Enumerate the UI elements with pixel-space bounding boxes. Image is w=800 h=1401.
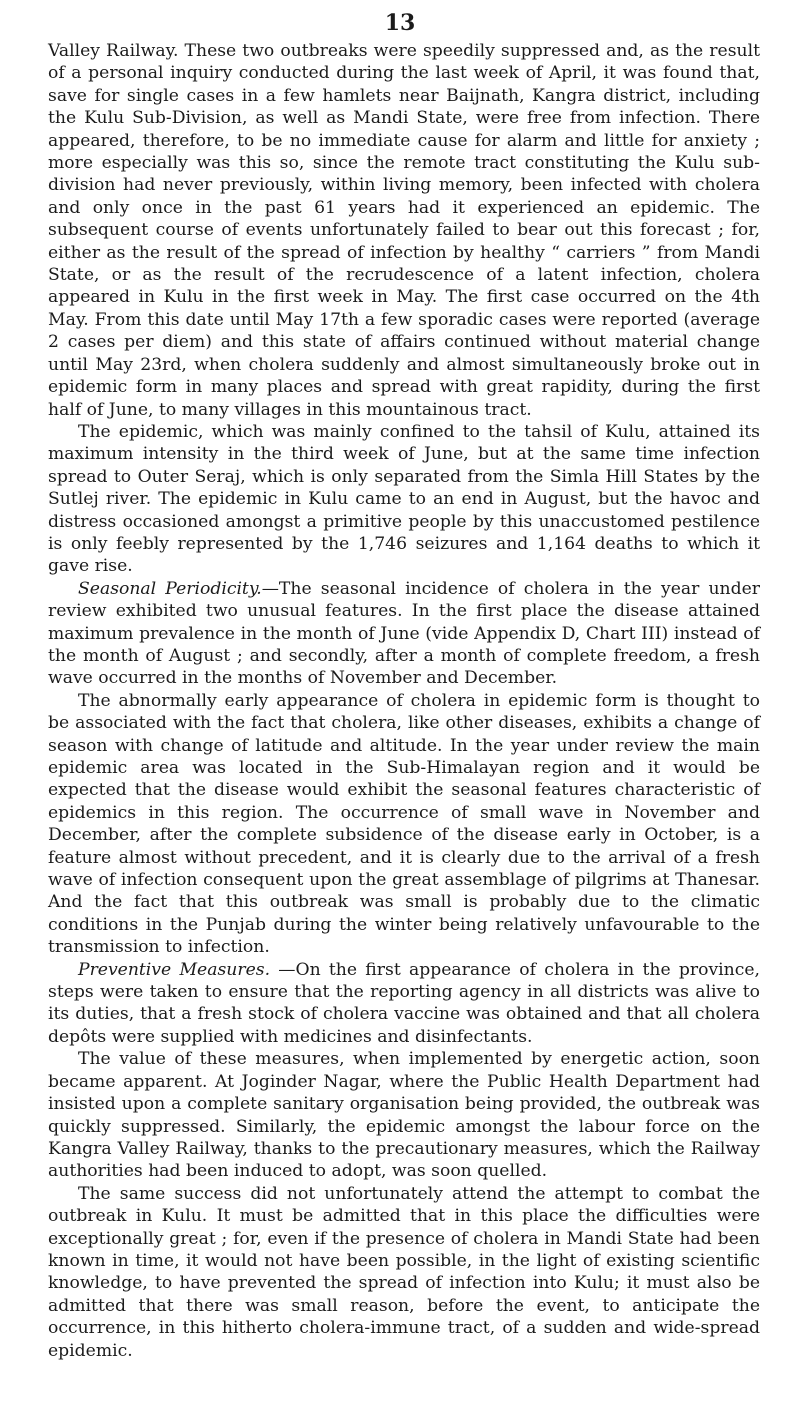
paragraph-7 <box>48 1183 760 1362</box>
paragraph-4-text: The abnormally early appearance of cholera in epidemic form is thought to be associated with the fact that cholera, like other diseases, exhibits a change of season with change of latitude and altitude. In the year under review the main epidemic area was located in the Sub-Himalayan region and it would be expected that the disease would exhibit the seasonal features characteristic of epidemics in this region. The occurrence of small wave in November and December, after the complete subsidence of the disease early in October, is a feature almost without precedent, and it is clearly due to the arrival of a fresh wave of infection consequent upon the great assemblage of pilgrims at Thanesar. And the fact that this outbreak was small is probably due to the climatic conditions in the Punjab during the winter being relatively unfavourable to the transmission to infection. <box>48 690 760 958</box>
paragraph-preventive-measures <box>48 959 760 1049</box>
paragraph-2 <box>48 421 760 578</box>
paragraph-5-text: —On the first appearance of cholera in the province, steps were taken to ensure that the reporting agency in all districts was alive to its duties, that a fresh stock of cholera vaccine was obtained and that all cholera depôts were supplied with medicines and disinfectants. <box>48 959 760 1047</box>
paragraph-6 <box>48 1048 760 1182</box>
paragraph-1 <box>48 40 760 421</box>
paragraph-6-text: The value of these measures, when implemented by energetic action, soon became apparent. At Joginder Nagar, where the Public Health Department had insisted upon a complete sanitary organisation being provided, the outbreak was quickly suppressed. Similarly, the epidemic amongst the labour force on the Kangra Valley Railway, thanks to the precautionary measures, which the Railway authorities had been induced to adopt, was soon quelled. <box>48 1049 760 1182</box>
paragraph-1-text: Valley Railway. These two outbreaks were speedily suppressed and, as the result of a personal inquiry conducted during the last week of April, it was found that, save for single cases in a few hamlets near Baijnath, Kangra district, including the Kulu Sub-Division, as well as Mandi State, were free from infection. There appeared, therefore, to be no immediate cause for alarm and little for anxiety ; more especially was this so, since the remote tract constituting the Kulu sub-division had never previously, within living memory, been infected with cholera and only once in the past 61 years had it experienced an epidemic. The subsequent course of events unfortunately failed to bear out this forecast ; for, either as the result of the spread of infection by healthy “ carriers ” from Mandi State, or as the result of the recrudescence of a latent infection, cholera appeared in Kulu in the first week in May. The first case occurred on the 4th May. From this date until May 17th a few sporadic cases were reported (average 2 cases per diem) and this state of affairs continued without material change until May 23rd, when cholera suddenly and almost simultaneously broke out in epidemic form in many places and spread with great rapidity, during the first half of June, to many villages in this mountainous tract. <box>48 41 760 420</box>
section-heading-seasonal-periodicity: Seasonal Periodicity. <box>78 578 262 599</box>
paragraph-seasonal-periodicity <box>48 578 760 690</box>
paragraph-7-text: The same success did not unfortunately attend the attempt to combat the outbreak in Kulu. It must be admitted that in this place the difficulties were exceptionally great ; for, even if the presence of cholera in Mandi State had been known in time, it would not have been possible, in the light of existing scientific knowledge, to have prevented the spread of infection into Kulu; it must also be admitted that there was small reason, before the event, to anticipate the occurrence, in this hitherto cholera-immune tract, of a sudden and wide-spread epidemic. <box>48 1183 760 1361</box>
page-number: 13 <box>384 10 416 36</box>
body-text <box>48 40 760 1362</box>
paragraph-4 <box>48 690 760 959</box>
section-heading-preventive-measures: Preventive Measures. <box>78 959 271 980</box>
paragraph-3-text: —The seasonal incidence of cholera in the year under review exhibited two unusual features. In the first place the disease attained maximum prevalence in the month of June (vide Appendix D, Chart III) instead of the month of August ; and secondly, after a month of complete freedom, a fresh wave occurred in the months of November and December. <box>48 578 760 689</box>
paragraph-2-text: The epidemic, which was mainly confined to the tahsil of Kulu, attained its maximum intensity in the third week of June, but at the same time infection spread to Outer Seraj, which is only separated from the Simla Hill States by the Sutlej river. The epidemic in Kulu came to an end in August, but the havoc and distress occasioned amongst a primitive people by this unaccustomed pestilence is only feebly represented by the 1,746 seizures and 1,164 deaths to which it gave rise. <box>48 421 760 577</box>
